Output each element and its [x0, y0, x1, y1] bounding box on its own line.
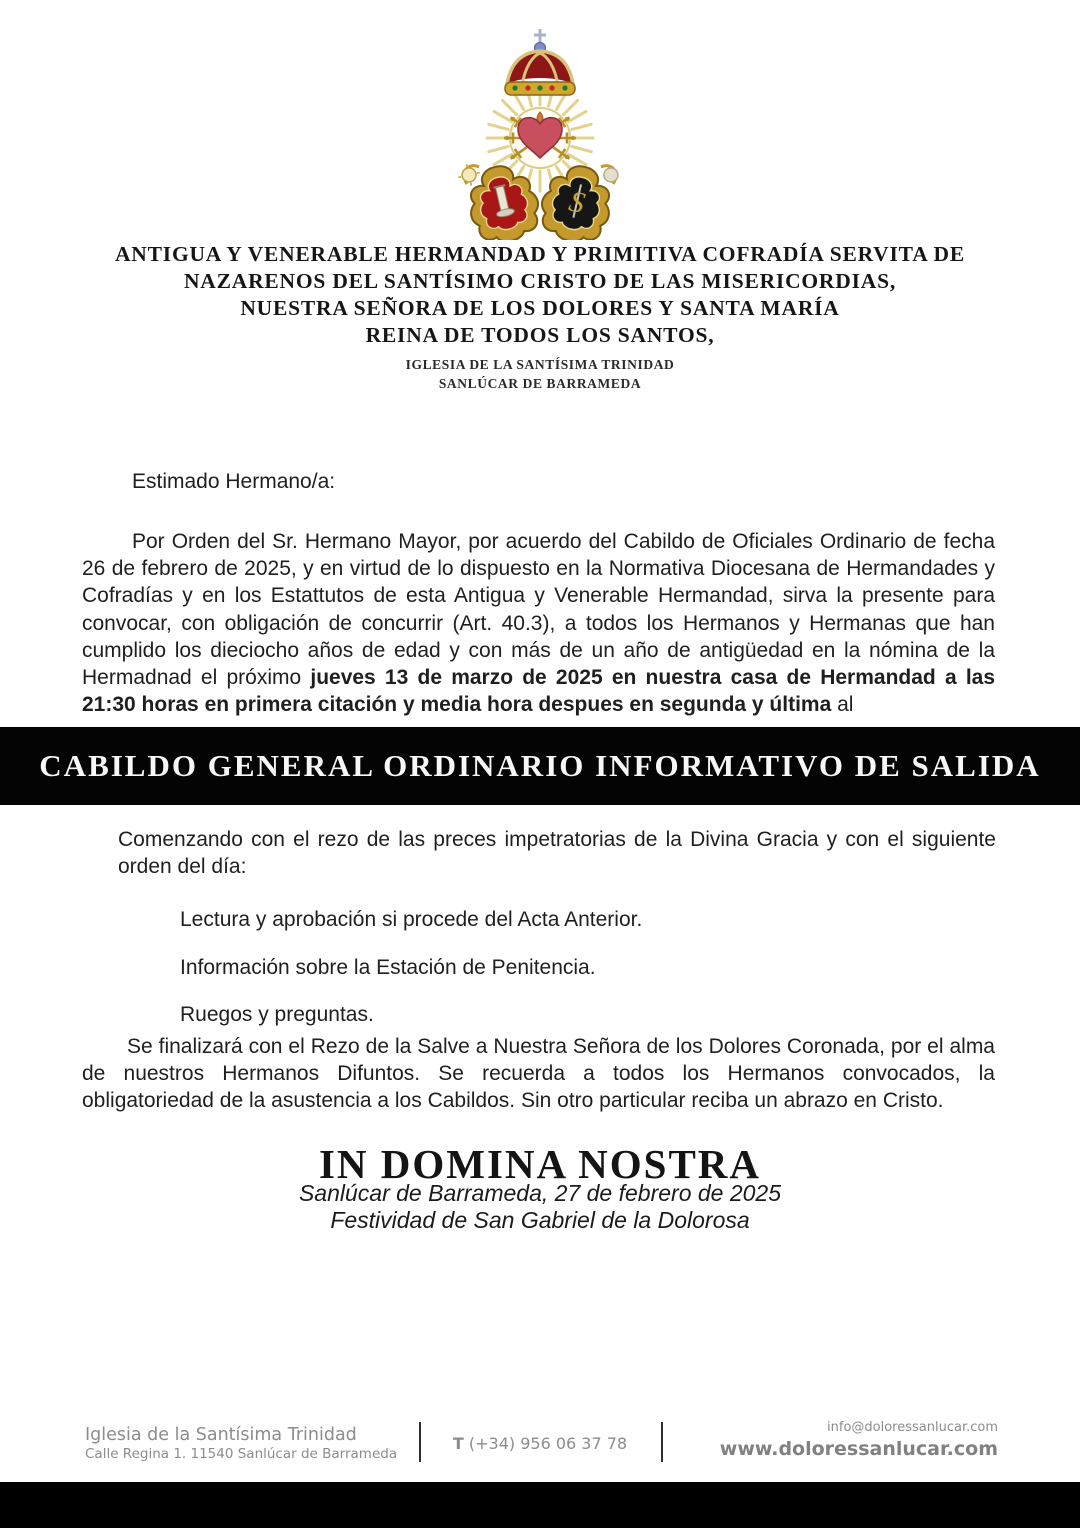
church-name: IGLESIA DE LA SANTÍSIMA TRINIDAD: [405, 357, 675, 372]
hermandad-title: [0, 241, 1080, 349]
convocation-paragraph: [82, 528, 995, 718]
footer-divider: [661, 1422, 663, 1462]
convocation-paragraph-normal: Por Orden del Sr. Hermano Mayor, por acuerdo del Cabildo de Oficiales Ordinario de fecha 26 de febrero de 2025, y en virtud de lo dispuesto en la Normativa Diocesana de Hermandades y Cofradías y en los Estattutos de esta Antigua y Venerable Hermandad, sirva la presente para convocar, con obligación de concurrir (Art. 40.3), a todos los Hermanos y Hermanas que han cumplido los dieciocho años de edad y con más de un año de antigüedad en la nómina de la Hermadnad el próximo: [82, 530, 995, 690]
svg-text:S: S: [565, 184, 588, 221]
church-subheader: [0, 355, 1080, 393]
hermandad-title-line4: REINA DE TODOS LOS SANTOS,: [365, 323, 715, 347]
hermandad-title-line2: NAZARENOS DEL SANTÍSIMO CRISTO DE LAS MISERICORDIAS,: [183, 269, 897, 293]
festivity-line: Festividad de San Gabriel de la Dolorosa: [330, 1207, 750, 1233]
agenda-item: Lectura y aprobación si procede del Acta Anterior.: [180, 908, 643, 931]
hermandad-title-line3: NUESTRA SEÑORA DE LOS DOLORES Y SANTA MARÍA: [240, 296, 840, 320]
church-city: SANLÚCAR DE BARRAMEDA: [438, 376, 642, 391]
hermandad-crest-icon: [425, 26, 655, 240]
cabildo-banner-title: CABILDO GENERAL ORDINARIO INFORMATIVO DE SALIDA: [39, 748, 1041, 783]
footer: [0, 1418, 1080, 1478]
footer-phone-label: T: [452, 1434, 464, 1453]
cabildo-banner: [0, 727, 1080, 805]
footer-email: info@doloressanlucar.com: [827, 1420, 998, 1435]
hermandad-title-line1: ANTIGUA Y VENERABLE HERMANDAD Y PRIMITIVA COFRADÍA SERVITA DE: [114, 242, 966, 266]
agenda-item: Ruegos y preguntas.: [180, 1003, 374, 1026]
bottom-black-bar: [0, 1482, 1080, 1528]
footer-website: www.doloressanlucar.com: [719, 1438, 998, 1460]
footer-church-name: Iglesia de la Santísima Trinidad: [85, 1425, 357, 1445]
agenda-item: Información sobre la Estación de Penitencia.: [180, 955, 596, 979]
footer-phone-number: (+34) 956 06 37 78: [463, 1434, 628, 1453]
footer-address-block: [85, 1424, 397, 1463]
footer-address: Calle Regina 1. 11540 Sanlúcar de Barrameda: [85, 1446, 398, 1462]
convocation-paragraph-bold: jueves 13 de marzo de 2025 en nuestra casa de Hermandad a las 21:30 horas en primera citación y media hora despues en segunda y última: [82, 666, 996, 717]
motto: IN DOMINA NOSTRA: [318, 1141, 762, 1187]
footer-web-block: [720, 1418, 998, 1461]
date-line: Sanlúcar de Barrameda, 27 de febrero de 2025: [298, 1180, 782, 1206]
agenda-list: [180, 908, 642, 1051]
closing-paragraph: Se finalizará con el Rezo de la Salve a Nuestra Señora de los Dolores Coronada, por el alma de nuestros Hermanos Difuntos. Se recuerda a todos los Hermanos convocados, la obligatoriedad de la asustencia a los Cabildos. Sin otro particular reciba un abrazo en Cristo.: [82, 1035, 995, 1113]
agenda-intro: Comenzando con el rezo de las preces impetratorias de la Divina Gracia y con el siguiente orden del día:: [118, 828, 996, 879]
footer-phone: [419, 1434, 661, 1453]
convocation-paragraph-tail: al: [831, 693, 854, 717]
salutation: Estimado Hermano/a:: [132, 470, 336, 493]
